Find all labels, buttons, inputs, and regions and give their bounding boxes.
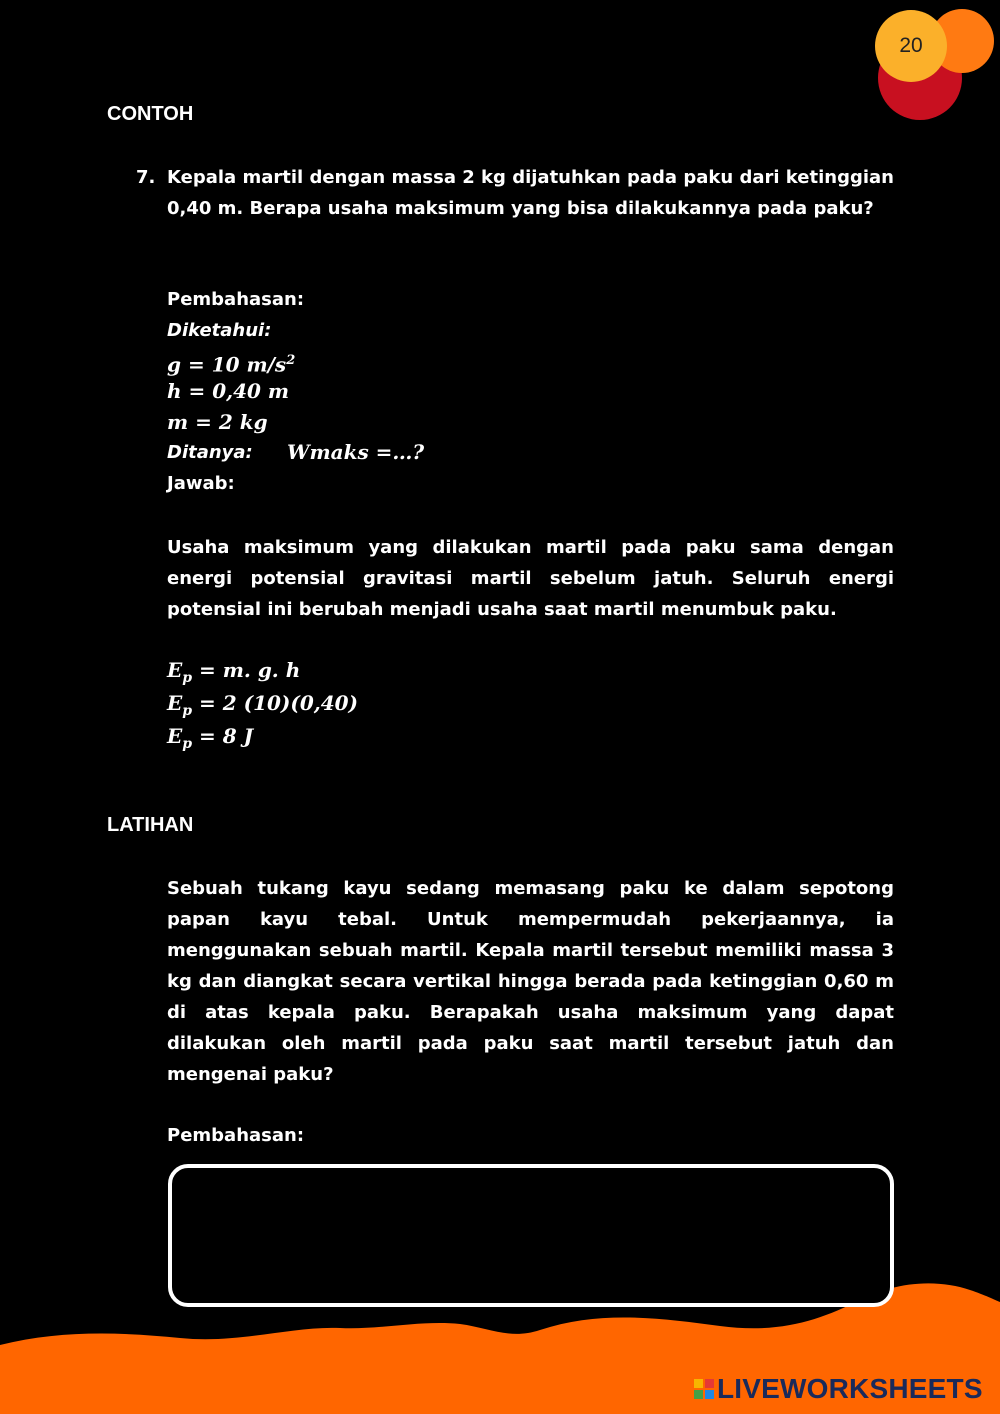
ditanya-label: Ditanya: [167,442,253,463]
question-number: 7. [136,167,156,188]
latihan-pembahasan-label: Pembahasan: [167,1125,305,1146]
formula-2-rhs: = 2 (10)(0,40) [192,691,359,715]
liveworksheets-logo [694,1372,983,1406]
given-m: m = 2 kg [167,410,268,434]
latihan-problem-text: Sebuah tukang kayu sedang memasang paku ke dalam sepotong papan kayu tebal. Untuk mempermudah pekerjaannya, ia menggunakan sebuah martil. Kepala martil tersebut memiliki massa 3 kg dan diangkat secara vertikal hingga berada pada ketinggian 0,60 m di atas kepala paku. Berapakah usaha maksimum yang dapat dilakukan oleh martil pada paku saat martil tersebut jatuh dan mengenai paku? [167,878,894,1085]
formula-2-sub: p [182,703,193,719]
formula-3-sub: p [182,736,193,752]
contoh-heading: CONTOH [107,103,194,125]
given-h: h = 0,40 m [167,379,290,403]
formula-1-sub: p [182,670,193,686]
formula-1-lhs: E [167,658,183,682]
page-number: 20 [899,34,923,57]
answer-box[interactable] [168,1164,894,1307]
formula-3-lhs: E [167,724,183,748]
explanation-text: Usaha maksimum yang dilakukan martil pada paku sama dengan energi potensial gravitasi martil sebelum jatuh. Seluruh energi potensial ini berubah menjadi usaha saat martil menumbuk paku. [167,537,894,620]
formula-2-lhs: E [167,691,183,715]
pembahasan-label: Pembahasan: [167,289,305,310]
given-g-text: g = 10 m/s [167,352,287,377]
question-text: Kepala martil dengan massa 2 kg dijatuhkan pada paku dari ketinggian 0,40 m. Berapa usaha maksimum yang bisa dilakukannya pada paku? [167,167,894,219]
formula-1-rhs: = m. g. h [192,658,301,682]
formula-3-rhs: = 8 J [192,724,254,748]
formula-line-3 [167,721,253,760]
logo-text: LIVEWORKSHEETS [717,1373,983,1404]
latihan-heading: LATIHAN [107,814,194,836]
given-g-exponent: 2 [286,353,296,368]
ditanya-value: Wmaks =…? [287,440,425,464]
logo-grid-icon [694,1379,714,1399]
diketahui-label: Diketahui: [167,320,272,341]
jawab-label: Jawab: [167,473,235,494]
